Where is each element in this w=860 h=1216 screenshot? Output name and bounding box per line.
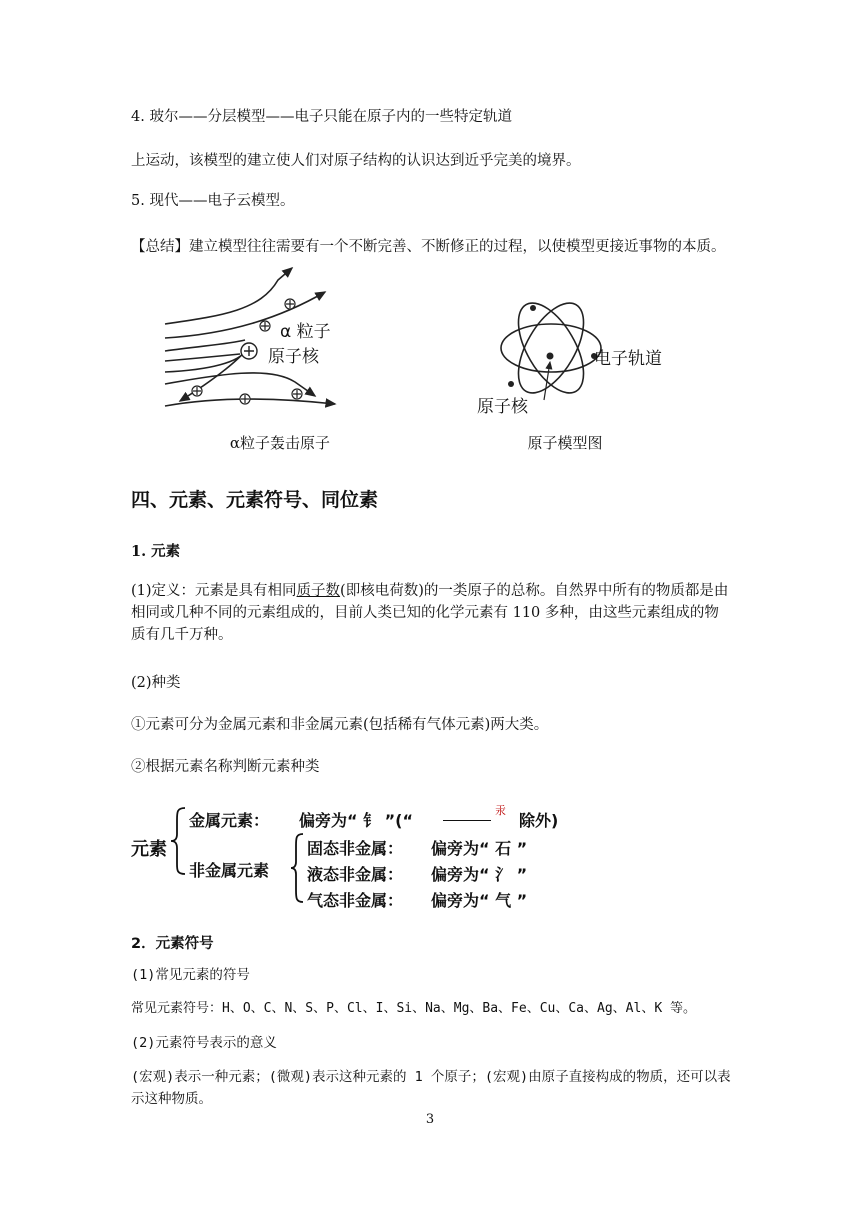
nonmetal-label: 非金属元素 <box>189 861 270 880</box>
orbit-label: 电子轨道 <box>594 349 662 369</box>
alpha-particle-label: α 粒子 <box>280 322 331 342</box>
nucleus-dot-icon <box>547 353 554 360</box>
kinds-item-1: ①元素可分为金属元素和非金属元素(包括稀有气体元素)两大类。 <box>131 717 549 733</box>
item4-line2: 上运动，该模型的建立使人们对原子结构的认识达到近乎完美的境界。 <box>131 153 581 169</box>
solid-label: 固态非金属： <box>307 839 404 858</box>
definition-paragraph: (1)定义：元素是具有相同质子数(即核电荷数)的一类原子的总称。自然界中所有的物质都是由相同或几种不同的元素组成的，目前人类已知的化学元素有 110 多种，由这些元素组成的物质有几千万种。 <box>131 583 729 643</box>
underlined-term: 质子数 <box>296 583 341 599</box>
page-number: 3 <box>425 1112 435 1127</box>
meaning-text: (宏观)表示一种元素；(微观)表示这种元素的 1 个原子；(宏观)由原子直接构成的物质，还可以表示这种物质。 <box>131 1069 731 1107</box>
exception-mark: 汞 <box>495 804 506 817</box>
section-title: 四、元素、元素符号、同位素 <box>131 489 379 511</box>
root-label: 元素 <box>131 839 167 860</box>
brace-nonmetal-icon <box>289 832 307 904</box>
subsection-element: 1. 元素 <box>131 543 181 560</box>
metal-rule: 偏旁为“ 钅 ”(“ <box>299 811 414 830</box>
subsection-symbols: 2．元素符号 <box>131 936 214 952</box>
common-symbols-title: (1)常见元素的符号 <box>131 967 250 983</box>
liquid-rule: 偏旁为“ 氵 ” <box>431 865 528 884</box>
caption-left: α粒子轰击原子 <box>229 434 331 452</box>
summary: 【总结】建立模型往往需要有一个不断完善、不断修正的过程，以使模型更接近事物的本质。 <box>131 239 726 255</box>
nucleus-icon <box>241 343 257 359</box>
gas-rule: 偏旁为“ 气 ” <box>431 891 528 910</box>
solid-rule: 偏旁为“ 石 ” <box>431 839 528 858</box>
common-symbols-list: 常见元素符号：H、O、C、N、S、P、Cl、I、Si、Na、Mg、Ba、Fe、Cu、Ca、Ag、Al、K 等。 <box>131 1001 696 1016</box>
caption-right: 原子模型图 <box>527 434 603 452</box>
element-classification-diagram <box>131 800 611 910</box>
blank-line <box>443 820 491 821</box>
kinds-item-2: ②根据元素名称判断元素种类 <box>131 759 320 775</box>
kinds-title: (2)种类 <box>131 675 181 691</box>
nucleus-label-left: 原子核 <box>268 347 319 367</box>
gas-label: 气态非金属： <box>307 891 404 910</box>
brace-root-icon <box>169 806 189 876</box>
metal-except-suffix: 除外) <box>519 811 559 830</box>
meaning-title: (2)元素符号表示的意义 <box>131 1035 277 1051</box>
item4-line1: 4. 玻尔——分层模型——电子只能在原子内的一些特定轨道 <box>131 109 512 125</box>
metal-label: 金属元素： <box>189 811 270 830</box>
item5: 5. 现代——电子云模型。 <box>131 193 295 209</box>
liquid-label: 液态非金属： <box>307 865 404 884</box>
nucleus-label-right: 原子核 <box>477 397 528 417</box>
